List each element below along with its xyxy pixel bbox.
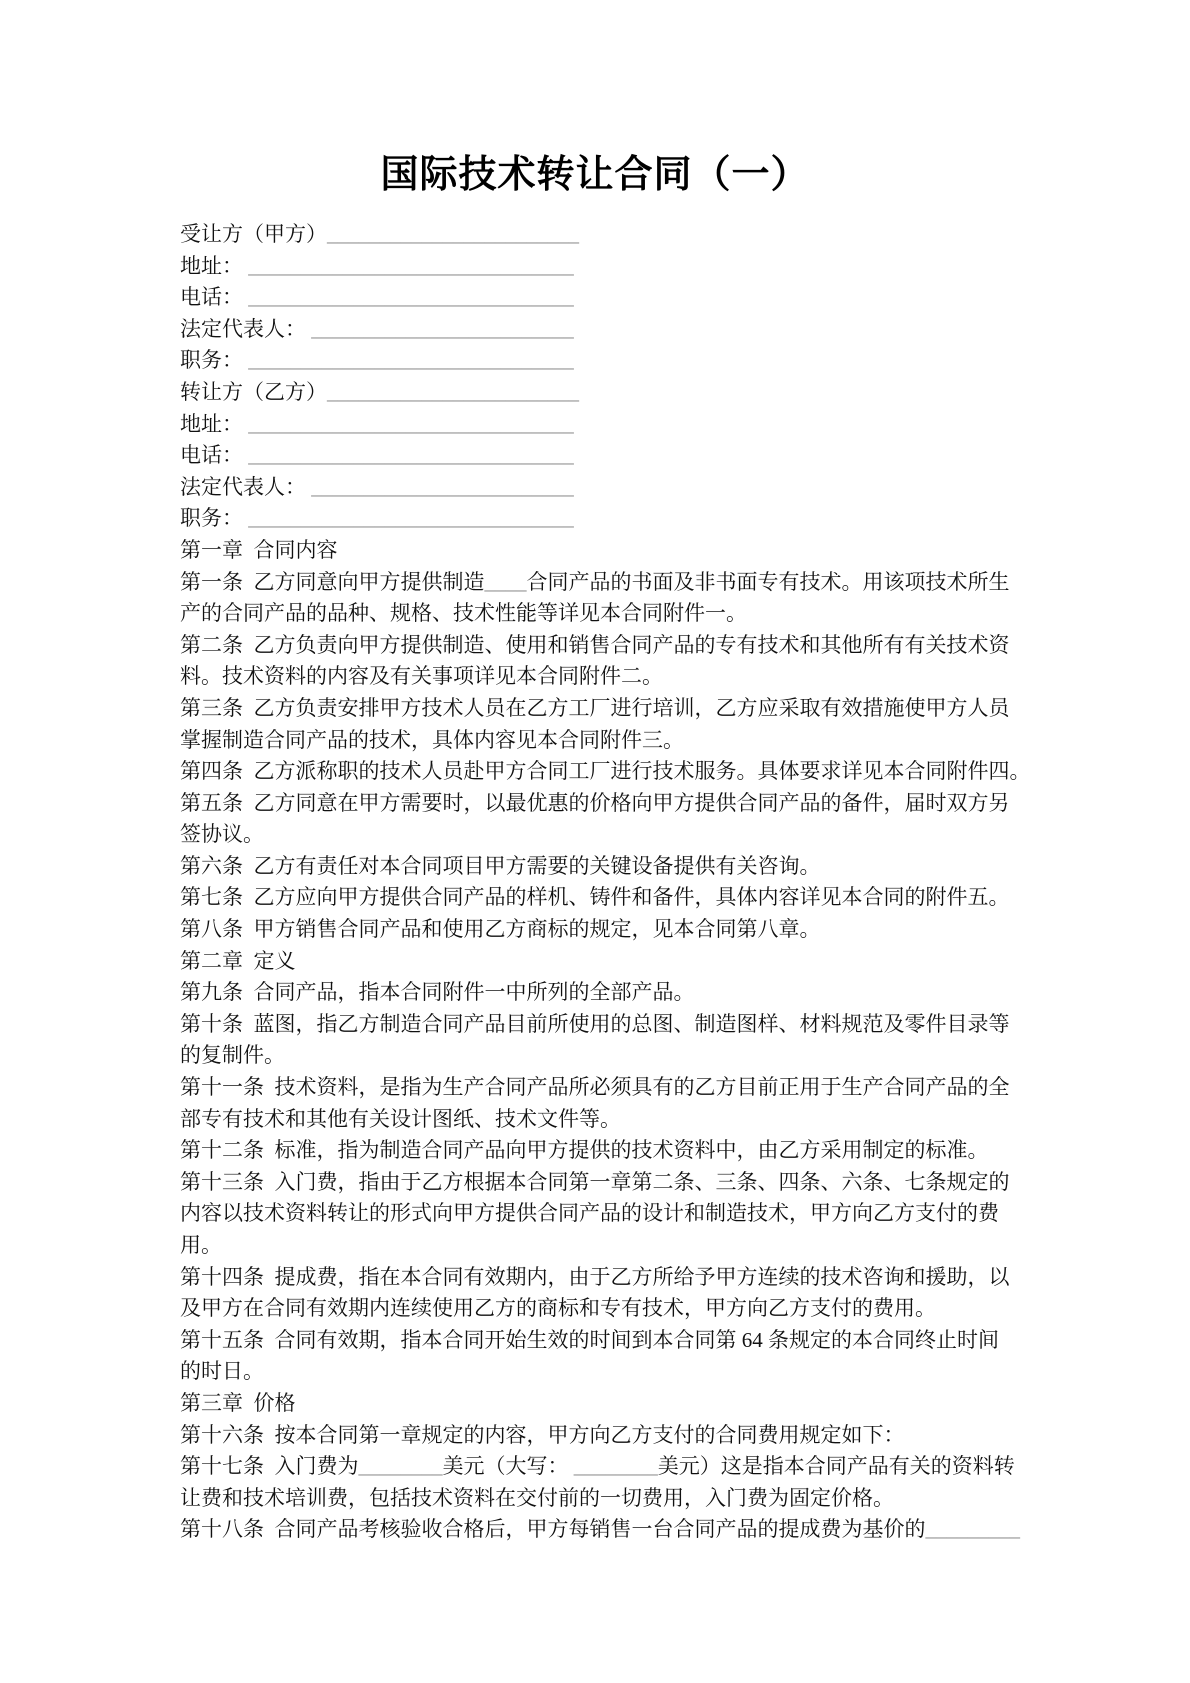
article-15-cont <box>180 1356 1170 1388</box>
article-13 <box>180 1167 1170 1199</box>
line-text: 第三章 价格 <box>180 1390 296 1415</box>
article-3-cont <box>180 725 1170 757</box>
article-13-cont <box>180 1198 1170 1230</box>
blank-underline: ____ <box>484 569 527 594</box>
line-text: 的时日。 <box>180 1359 264 1384</box>
field-label: 受让方（甲方） <box>180 222 327 246</box>
article-7 <box>180 882 1170 914</box>
line-text: 签协议。 <box>180 822 264 847</box>
line-text: 第十四条 提成费，指在本合同有效期内，由于乙方所给予甲方连续的技术咨询和援助，以 <box>180 1264 1010 1289</box>
article-10-cont <box>180 1040 1170 1072</box>
line-text: 美元（大写： <box>442 1454 574 1479</box>
field-legal-representative-b <box>180 472 1170 504</box>
article-17-cont <box>180 1483 1170 1515</box>
line-text: 第十五条 合同有效期，指本合同开始生效的时间到本合同第 64 条规定的本合同终止时间 <box>180 1327 999 1352</box>
field-label: 法定代表人： <box>180 474 312 499</box>
field-address-a <box>180 251 1170 283</box>
field-label: 电话： <box>180 443 249 468</box>
blank-underline: _______________________________ <box>248 285 574 310</box>
line-text: 用。 <box>180 1233 222 1257</box>
line-text: 第六条 乙方有责任对本合同项目甲方需要的关键设备提供有关咨询。 <box>180 853 821 878</box>
blank-underline: _______________________________ <box>248 348 574 373</box>
field-label: 电话： <box>180 285 249 310</box>
line-text: 让费和技术培训费，包括技术资料在交付前的一切费用，入门费为固定价格。 <box>180 1485 894 1510</box>
article-11-cont <box>180 1104 1170 1136</box>
line-text: 第五条 乙方同意在甲方需要时，以最优惠的价格向甲方提供合同产品的备件，届时双方另 <box>180 790 1010 815</box>
document-lines <box>0 219 1190 1546</box>
article-15 <box>180 1325 1170 1357</box>
chapter-3-heading <box>180 1388 1170 1420</box>
line-text: 美元）这是指本合同产品有关的资料转 <box>657 1454 1015 1479</box>
line-text: 合同产品的书面及非书面专有技术。用该项技术所生 <box>526 569 1010 594</box>
blank-underline: ________________________ <box>327 379 579 404</box>
article-1 <box>180 567 1170 599</box>
blank-underline: ________________________ <box>327 222 579 246</box>
line-text: 第十条 蓝图，指乙方制造合同产品目前所使用的总图、制造图样、材料规范及零件目录等 <box>180 1011 1010 1036</box>
line-text: 部专有技术和其他有关设计图纸、技术文件等。 <box>180 1106 621 1131</box>
line-text: 第一条 乙方同意向甲方提供制造 <box>180 569 485 594</box>
blank-underline: _______________________________ <box>248 506 574 531</box>
blank-underline: ________ <box>573 1454 658 1479</box>
blank-underline: _______________________________ <box>248 411 574 436</box>
article-4 <box>180 756 1170 788</box>
field-position-b <box>180 503 1170 535</box>
blank-underline: _________________________ <box>311 316 574 341</box>
field-label: 地址： <box>180 411 249 436</box>
line-text: 第二章 定义 <box>180 948 296 973</box>
article-2-cont <box>180 661 1170 693</box>
line-text: 第十八条 合同产品考核验收合格后，甲方每销售一台合同产品的提成费为基价的 <box>180 1517 926 1542</box>
chapter-1-heading <box>180 535 1170 567</box>
field-label: 地址： <box>180 253 249 278</box>
field-address-b <box>180 409 1170 441</box>
article-8 <box>180 914 1170 946</box>
article-6 <box>180 851 1170 883</box>
blank-underline: ________ <box>358 1454 443 1479</box>
blank-underline: _______________________________ <box>248 253 574 278</box>
field-phone-a <box>180 282 1170 314</box>
line-text: 第一章 合同内容 <box>180 537 338 562</box>
field-phone-b <box>180 440 1170 472</box>
article-1-cont <box>180 598 1170 630</box>
field-transferee-party-a <box>180 219 1170 251</box>
line-text: 第七条 乙方应向甲方提供合同产品的样机、铸件和备件，具体内容详见本合同的附件五。 <box>180 885 1010 910</box>
field-label: 职务： <box>180 506 249 531</box>
article-18 <box>180 1514 1170 1546</box>
field-label: 职务： <box>180 348 249 373</box>
article-12 <box>180 1135 1170 1167</box>
article-5-cont <box>180 819 1170 851</box>
blank-underline: _______________________________ <box>248 443 574 468</box>
field-legal-representative-a <box>180 314 1170 346</box>
field-label: 法定代表人： <box>180 316 312 341</box>
article-14-cont <box>180 1293 1170 1325</box>
article-9 <box>180 977 1170 1009</box>
line-text: 掌握制造合同产品的技术，具体内容见本合同附件三。 <box>180 727 684 752</box>
article-17 <box>180 1451 1170 1483</box>
document-title: 国际技术转让合同（一） <box>380 154 810 196</box>
article-13-cont-2 <box>180 1230 1170 1262</box>
field-transferor-party-b <box>180 377 1170 409</box>
line-text: 料。技术资料的内容及有关事项详见本合同附件二。 <box>180 664 663 689</box>
line-text: 及甲方在合同有效期内连续使用乙方的商标和专有技术，甲方向乙方支付的费用。 <box>180 1296 936 1321</box>
article-11 <box>180 1072 1170 1104</box>
line-text: 第十六条 按本合同第一章规定的内容，甲方向乙方支付的合同费用规定如下： <box>180 1422 905 1447</box>
article-16 <box>180 1420 1170 1452</box>
field-position-a <box>180 345 1170 377</box>
line-text: 产的合同产品的品种、规格、技术性能等详见本合同附件一。 <box>180 601 747 626</box>
article-10 <box>180 1009 1170 1041</box>
line-text: 的复制件。 <box>180 1043 285 1068</box>
line-text: 第八条 甲方销售合同产品和使用乙方商标的规定，见本合同第八章。 <box>180 917 821 942</box>
article-14 <box>180 1262 1170 1294</box>
line-text: 内容以技术资料转让的形式向甲方提供合同产品的设计和制造技术，甲方向乙方支付的费 <box>180 1201 999 1226</box>
line-text: 第十七条 入门费为 <box>180 1454 359 1479</box>
article-3 <box>180 693 1170 725</box>
line-text: 第十一条 技术资料，是指为生产合同产品所必须具有的乙方目前正用于生产合同产品的全 <box>180 1075 1010 1100</box>
line-text: 第四条 乙方派称职的技术人员赴甲方合同工厂进行技术服务。具体要求详见本合同附件四。 <box>180 759 1031 784</box>
line-text: 第三条 乙方负责安排甲方技术人员在乙方工厂进行培训，乙方应采取有效措施使甲方人员 <box>180 695 1010 720</box>
line-text: 第二条 乙方负责向甲方提供制造、使用和销售合同产品的专有技术和其他所有有关技术资 <box>180 632 1010 657</box>
blank-underline: _________ <box>925 1517 1020 1542</box>
article-5 <box>180 788 1170 820</box>
chapter-2-heading <box>180 946 1170 978</box>
field-label: 转让方（乙方） <box>180 379 327 404</box>
article-2 <box>180 630 1170 662</box>
line-text: 第十三条 入门费，指由于乙方根据本合同第一章第二条、三条、四条、六条、七条规定的 <box>180 1169 1010 1194</box>
blank-underline: _________________________ <box>311 474 574 499</box>
line-text: 第九条 合同产品，指本合同附件一中所列的全部产品。 <box>180 980 695 1005</box>
line-text: 第十二条 标准，指为制造合同产品向甲方提供的技术资料中，由乙方采用制定的标准。 <box>180 1138 989 1163</box>
